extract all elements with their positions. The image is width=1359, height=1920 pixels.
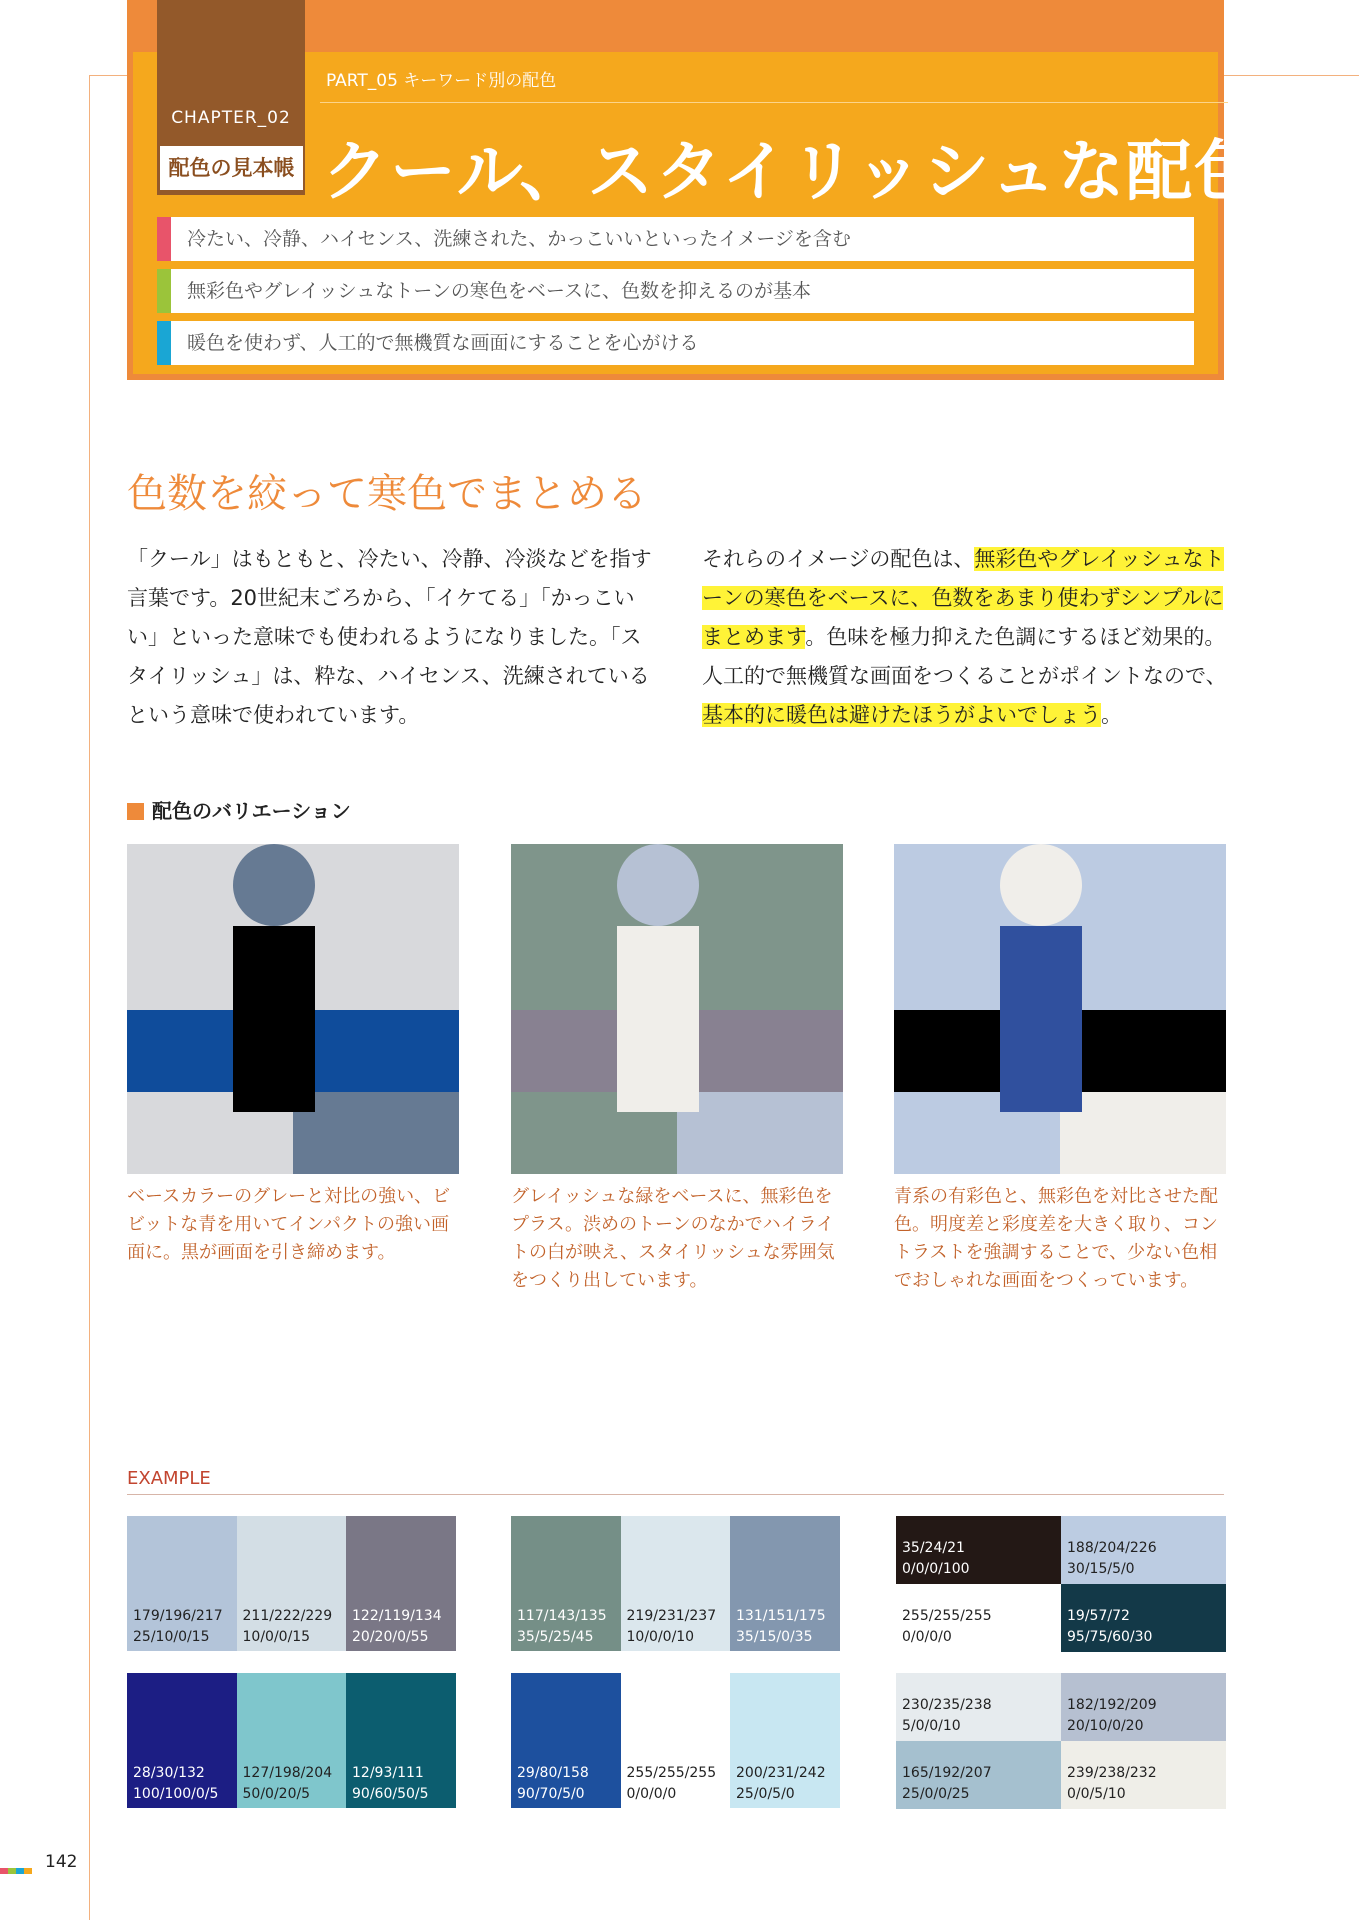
variations-heading [127, 795, 351, 824]
swatch-cmyk: 95/75/60/30 [1067, 1629, 1153, 1645]
swatch-cmyk: 50/0/20/5 [242, 1786, 311, 1802]
composition-body [617, 926, 699, 1112]
highlight-text: 無彩色やグレイッシュなトーンの寒色をベースに、色数をあまり使わずシンプルにまとめます [702, 547, 1225, 649]
bullet-marker [157, 269, 171, 313]
section-heading: 色数を絞って寒色でまとめる [127, 471, 647, 517]
swatch-rgb: 211/222/229 [242, 1608, 333, 1624]
paragraph-left [127, 540, 657, 735]
swatch-values [352, 1606, 442, 1648]
swatch-values [1067, 1538, 1157, 1580]
composition-head [1000, 844, 1082, 926]
page-mark [16, 1868, 24, 1874]
swatch-values [133, 1763, 218, 1805]
swatch-rgb: 179/196/217 [133, 1608, 223, 1624]
swatch-cmyk: 35/5/25/45 [517, 1629, 594, 1645]
color-swatch [127, 1673, 237, 1808]
swatch-values [517, 1606, 607, 1648]
margin-rule-vertical [89, 75, 90, 1920]
color-swatch [237, 1673, 347, 1808]
swatch-values [1067, 1606, 1152, 1648]
paragraph-right-text: 。 [1101, 703, 1122, 727]
swatch-rgb: 200/231/242 [736, 1765, 826, 1781]
swatch-cmyk: 20/20/0/55 [352, 1629, 429, 1645]
swatch-values [627, 1606, 717, 1648]
paragraph-right-text: それらのイメージの配色は、 [702, 547, 975, 571]
color-swatch [896, 1584, 1061, 1652]
page-mark [24, 1868, 32, 1874]
swatch-cmyk: 25/10/0/15 [133, 1629, 210, 1645]
composition-head [617, 844, 699, 926]
swatch-rgb: 29/80/158 [517, 1765, 589, 1781]
example-label: EXAMPLE [127, 1468, 211, 1489]
example-divider [127, 1494, 1224, 1495]
color-swatch [896, 1741, 1061, 1809]
composition-head [233, 844, 315, 926]
swatch-cmyk: 25/0/0/25 [902, 1786, 970, 1802]
page-mark [0, 1868, 8, 1874]
bullet-text: 冷たい、冷静、ハイセンス、洗練された、かっこいいといったイメージを含む [187, 228, 851, 250]
swatch-cmyk: 0/0/0/0 [902, 1629, 952, 1645]
swatch-cmyk: 90/60/50/5 [352, 1786, 429, 1802]
swatch-values [1067, 1763, 1157, 1805]
variations-heading-text: 配色のバリエーション [152, 799, 351, 823]
bullet-row [157, 321, 1194, 365]
swatch-cmyk: 10/0/0/10 [626, 1629, 695, 1645]
swatch-cmyk: 100/100/0/5 [133, 1786, 219, 1802]
color-swatch [730, 1673, 840, 1808]
swatch-rgb: 255/255/255 [626, 1765, 717, 1781]
page-number: 142 [45, 1852, 78, 1872]
swatch-rgb: 28/30/132 [133, 1765, 205, 1781]
swatch-rgb: 255/255/255 [902, 1608, 992, 1624]
swatch-cmyk: 0/0/0/100 [902, 1561, 970, 1577]
swatch-cmyk: 0/0/0/0 [626, 1786, 677, 1802]
swatch-rgb: 182/192/209 [1067, 1697, 1157, 1713]
swatch-cmyk: 35/15/0/35 [736, 1629, 813, 1645]
swatch-rgb: 127/198/204 [242, 1765, 333, 1781]
color-swatch [1061, 1516, 1226, 1584]
swatch-cmyk: 10/0/0/15 [242, 1629, 311, 1645]
composition-body [233, 926, 315, 1112]
swatch-rgb: 117/143/135 [517, 1608, 607, 1624]
bullet-text: 無彩色やグレイッシュなトーンの寒色をベースに、色数を抑えるのが基本 [187, 280, 811, 302]
swatch-values [902, 1606, 992, 1648]
color-swatch [511, 1516, 621, 1651]
swatch-values [133, 1606, 223, 1648]
swatch-cmyk: 30/15/5/0 [1067, 1561, 1135, 1577]
bullet-marker [157, 321, 171, 365]
paragraph-right [702, 540, 1232, 735]
composition-caption: ベースカラーのグレーと対比の強い、ビビットな青を用いてインパクトの強い画面に。黒が画面を引き締めます。 [127, 1186, 451, 1263]
composition-2 [511, 844, 843, 1174]
color-swatch [621, 1516, 731, 1651]
bullet-text: 暖色を使わず、人工的で無機質な画面にすることを心がける [187, 332, 699, 354]
chapter-subtitle: 配色の見本帳 [160, 146, 303, 190]
square-bullet-icon [127, 803, 144, 820]
swatch-values [736, 1606, 826, 1648]
color-swatch [896, 1673, 1061, 1741]
swatch-values [1067, 1695, 1157, 1737]
part-label: PART_05 キーワード別の配色 [326, 71, 557, 91]
color-swatch [346, 1516, 456, 1651]
page-marks [0, 1859, 32, 1865]
bullet-row [157, 217, 1194, 261]
part-divider [320, 102, 1228, 103]
swatch-values [902, 1695, 992, 1737]
swatch-values [243, 1763, 333, 1805]
swatch-rgb: 122/119/134 [352, 1608, 442, 1624]
swatch-rgb: 230/235/238 [902, 1697, 992, 1713]
swatch-cmyk: 0/0/5/10 [1067, 1786, 1126, 1802]
swatch-rgb: 239/238/232 [1067, 1765, 1157, 1781]
paragraph-left-text: 「クール」はもともと、冷たい、冷静、冷淡などを指す言葉です。20世紀末ごろから、「イケてる」「かっこいい」といった意味でも使われるようになりました。「スタイリッシュ」は、粋な、ハイセンス、洗練されているという意味で使われています。 [127, 547, 652, 727]
swatch-values [902, 1763, 992, 1805]
composition-caption: グレイッシュな緑をベースに、無彩色をプラス。渋めのトーンのなかでハイライトの白が映え、スタイリッシュな雰囲気をつくり出しています。 [511, 1186, 835, 1291]
composition-lower-right [293, 1092, 459, 1174]
highlight-text: 基本的に暖色は避けたほうがよいでしょう [702, 703, 1101, 727]
paragraph-right-text: 。色味を極力抑えた色調にするほど効果的。人工的で無機質な画面をつくることがポイントなので、 [702, 625, 1227, 688]
swatch-cmyk: 25/0/5/0 [736, 1786, 795, 1802]
color-swatch [730, 1516, 840, 1651]
swatch-cmyk: 90/70/5/0 [517, 1786, 585, 1802]
composition-1 [127, 844, 459, 1174]
color-swatch [127, 1516, 237, 1651]
composition-caption: 青系の有彩色と、無彩色を対比させた配色。明度差と彩度差を大きく取り、コントラストを強調することで、少ない色相でおしゃれな画面をつくっています。 [894, 1186, 1218, 1291]
swatch-rgb: 165/192/207 [902, 1765, 992, 1781]
color-swatch [511, 1673, 621, 1808]
swatch-values [736, 1763, 826, 1805]
margin-rule-left [89, 75, 127, 76]
bullet-row [157, 269, 1194, 313]
swatch-values [627, 1763, 717, 1805]
swatch-rgb: 219/231/237 [626, 1608, 717, 1624]
swatch-rgb: 188/204/226 [1067, 1540, 1157, 1556]
swatch-cmyk: 20/10/0/20 [1067, 1718, 1144, 1734]
color-swatch [621, 1673, 731, 1808]
bullet-marker [157, 217, 171, 261]
margin-rule-right [1224, 75, 1359, 76]
swatch-values [243, 1606, 333, 1648]
swatch-rgb: 131/151/175 [736, 1608, 826, 1624]
composition-lower-right [1060, 1092, 1226, 1174]
composition-lower-right [677, 1092, 843, 1174]
composition-body [1000, 926, 1082, 1112]
page-mark [8, 1868, 16, 1874]
color-swatch [1061, 1741, 1226, 1809]
swatch-rgb: 19/57/72 [1067, 1608, 1130, 1624]
swatch-values [352, 1763, 429, 1805]
swatch-rgb: 35/24/21 [902, 1540, 965, 1556]
color-swatch [237, 1516, 347, 1651]
swatch-rgb: 12/93/111 [352, 1765, 424, 1781]
composition-3 [894, 844, 1226, 1174]
swatch-cmyk: 5/0/0/10 [902, 1718, 961, 1734]
page-title: クール、スタイリッシュな配色 [322, 133, 1263, 210]
color-swatch [346, 1673, 456, 1808]
swatch-values [517, 1763, 589, 1805]
color-swatch [896, 1516, 1061, 1584]
color-swatch [1061, 1584, 1226, 1652]
color-swatch [1061, 1673, 1226, 1741]
chapter-label: CHAPTER_02 [171, 108, 291, 128]
swatch-values [902, 1538, 970, 1580]
